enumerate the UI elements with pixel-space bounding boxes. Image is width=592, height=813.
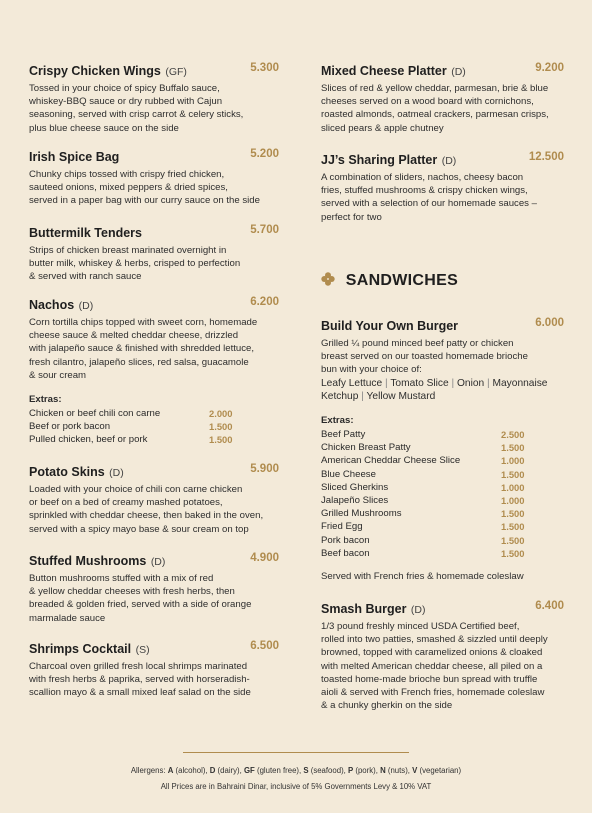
menu-item-smash-burger — [321, 600, 564, 712]
extras-row — [321, 454, 564, 467]
extras-price: 1.500 — [501, 508, 525, 520]
desc-line: perfect for two — [321, 211, 382, 223]
menu-item-build-your-own-burger — [321, 317, 564, 403]
desc-line: 1/3 pound freshly minced USDA Certified beef, — [321, 621, 520, 632]
item-name: Shrimps Cocktail — [29, 642, 132, 656]
extras-title: Extras: — [321, 415, 354, 426]
menu-item-irish-spice-bag — [29, 148, 279, 208]
extras-label: Beef or pork bacon — [29, 421, 111, 433]
item-price: 9.200 — [535, 62, 564, 74]
menu-item-mixed-cheese-platter — [321, 62, 564, 135]
extras-label: Pork bacon — [321, 534, 370, 546]
extras-row — [321, 468, 564, 481]
desc-line: scallion mayo & a small mixed leaf salad on the side — [29, 687, 251, 699]
desc-line: fresh cilantro, jalapeño slices, red salsa, guacamole — [29, 356, 249, 368]
desc-line: plus blue cheese sauce on the side — [29, 122, 179, 134]
desc-line: & a chunky gherkin on the side — [321, 700, 453, 712]
item-price: 12.500 — [528, 151, 564, 163]
item-price: 6.400 — [535, 600, 564, 612]
allergen-code: S — [303, 766, 309, 775]
extras-label: Beef bacon — [321, 547, 370, 559]
extras-label: Sliced Gherkins — [321, 481, 389, 493]
section-heading-sandwiches — [321, 272, 458, 290]
desc-line: Loaded with your choice of chili con carne chicken — [29, 484, 243, 495]
allergen-label: (pork), — [353, 766, 381, 775]
desc-line: Tossed in your choice of spicy Buffalo sauce, — [29, 83, 220, 94]
extras-label: Grilled Mushrooms — [321, 508, 402, 520]
desc-line: A combination of sliders, nachos, cheesy bacon — [321, 172, 524, 183]
item-allergen-code: (D) — [109, 467, 124, 479]
desc-line: whiskey-BBQ sauce or dry rubbed with Cajun — [29, 96, 223, 108]
extras-price: 1.000 — [501, 481, 525, 493]
burger-extras — [321, 415, 564, 560]
burger-options-line: Ketchup | Yellow Mustard — [321, 390, 436, 402]
extras-label: Fried Egg — [321, 521, 363, 533]
menu-item-jjs-sharing-platter — [321, 151, 564, 224]
extras-row — [29, 407, 279, 420]
extras-row — [321, 534, 564, 547]
item-name: Nachos — [29, 298, 75, 312]
extras-list — [321, 428, 564, 560]
item-allergen-code: (D) — [451, 66, 466, 78]
item-name: Mixed Cheese Platter — [321, 64, 447, 78]
extras-row — [321, 494, 564, 507]
item-allergen-code: (D) — [410, 604, 426, 616]
extras-row — [321, 547, 564, 560]
desc-line: served with a selection of our homemade sauces – — [321, 198, 537, 210]
desc-line: cheeses served on a wood board with cornichons, — [321, 96, 534, 108]
extras-label: Chicken Breast Patty — [321, 442, 411, 454]
item-price: 4.900 — [250, 552, 279, 564]
item-description — [29, 244, 279, 284]
item-allergen-code: (D) — [150, 556, 166, 568]
desc-line: Slices of red & yellow cheddar, parmesan, brie & blue — [321, 83, 549, 94]
desc-line: or beef on a bed of creamy mashed potatoes, — [29, 497, 223, 509]
item-name: Irish Spice Bag — [29, 150, 120, 164]
item-name: Build Your Own Burger — [321, 319, 459, 333]
item-allergen-code: (S) — [135, 644, 150, 656]
burger-options-line: Leafy Lettuce | Tomato Slice | Onion | Mayonnaise — [321, 377, 548, 389]
allergen-label: (vegetarian) — [417, 766, 462, 775]
extras-label: American Cheddar Cheese Slice — [321, 455, 461, 467]
desc-line: served with a spicy mayo base & sour cream on top — [29, 523, 249, 535]
allergen-label: (alcohol), — [173, 766, 210, 775]
nachos-extras — [29, 394, 279, 447]
extras-price: 1.000 — [501, 455, 525, 467]
option: Mayonnaise — [492, 377, 548, 389]
allergen-code: N — [380, 766, 386, 775]
menu-item-nachos — [29, 296, 279, 382]
desc-line: marmalade sauce — [29, 612, 106, 624]
desc-line: Charcoal oven grilled fresh local shrimps marinated — [29, 661, 248, 672]
desc-line: breast served on our toasted homemade brioche — [321, 351, 528, 363]
item-name: Potato Skins — [29, 465, 105, 479]
item-price: 5.700 — [250, 224, 279, 236]
extras-row — [321, 520, 564, 533]
item-name: Smash Burger — [321, 602, 407, 616]
desc-line: Strips of chicken breast marinated overnight in — [29, 245, 227, 256]
extras-price: 2.000 — [209, 408, 233, 419]
item-price: 6.000 — [535, 317, 564, 329]
desc-line: sprinkled with cheddar cheese, then baked in the oven, — [29, 510, 264, 522]
extras-label: Blue Cheese — [321, 468, 376, 480]
allergen-label: (gluten free), — [254, 766, 304, 775]
item-allergen-code: (D) — [441, 155, 457, 167]
extras-label: Beef Patty — [321, 429, 366, 440]
desc-line: roasted almonds, oatmeal crackers, parmesan crisps, — [321, 109, 549, 121]
item-price: 5.300 — [250, 62, 279, 74]
desc-line: Chunky chips tossed with crispy fried chicken, — [29, 169, 225, 180]
allergen-label: (seafood), — [308, 766, 348, 775]
extras-price: 1.500 — [209, 434, 233, 446]
extras-price: 1.500 — [501, 521, 525, 533]
allergens-prefix: Allergens: — [130, 766, 168, 775]
desc-line: Grilled ¼ pound minced beef patty or chicken — [321, 338, 514, 349]
desc-line: & served with ranch sauce — [29, 271, 142, 283]
extras-label: Jalapeño Slices — [321, 494, 389, 506]
leaf-icon — [321, 272, 340, 289]
option: Onion — [457, 377, 485, 389]
desc-line: Corn tortilla chips topped with sweet corn, homemade — [29, 317, 258, 328]
extras-row — [29, 420, 279, 433]
menu-item-shrimps-cocktail — [29, 640, 279, 700]
desc-line: toasted home-made brioche bun spread with truffle — [321, 673, 538, 685]
desc-line: with melted American cheddar cheese, all piled on a — [321, 660, 543, 672]
extras-row — [321, 428, 564, 441]
allergen-code: P — [348, 766, 354, 775]
allergen-label: (nuts), — [385, 766, 413, 775]
option: Tomato Slice — [390, 377, 449, 389]
extras-price: 2.500 — [501, 429, 525, 440]
item-description — [321, 620, 564, 712]
desc-line: served in a paper bag with our curry sauce on the side — [29, 195, 260, 207]
desc-line: butter milk, whiskey & herbs, crisped to perfection — [29, 258, 241, 270]
desc-line: browned, topped with caramelized onions & cloaked — [321, 647, 543, 659]
extras-price: 1.500 — [501, 547, 525, 559]
desc-line: seasoning, served with crisp carrot & celery sticks, — [29, 109, 244, 121]
item-allergen-code: (GF) — [165, 66, 187, 78]
item-allergen-code: (D) — [78, 300, 94, 312]
extras-list — [29, 407, 279, 447]
desc-line: sauteed onions, mixed peppers & dried spices, — [29, 182, 228, 194]
item-name: Buttermilk Tenders — [29, 226, 142, 240]
desc-line: breaded & golden fried, served with a side of orange — [29, 599, 252, 611]
item-price: 5.900 — [250, 463, 279, 475]
extras-price: 1.500 — [501, 468, 525, 480]
item-description — [321, 171, 564, 224]
desc-line: bun with your choice of: — [321, 364, 422, 376]
menu-item-crispy-chicken-wings — [29, 62, 279, 135]
item-description — [29, 572, 279, 625]
option: Leafy Lettuce — [321, 377, 383, 389]
allergen-code: D — [209, 766, 216, 775]
section-title: SANDWICHES — [345, 272, 459, 289]
extras-title: Extras: — [29, 394, 62, 405]
desc-line: with fresh herbs & paprika, served with horseradish- — [29, 674, 250, 686]
desc-line: fries, stuffed mushrooms & crispy chicken wings, — [321, 185, 528, 197]
allergens-legend — [0, 766, 592, 775]
item-description — [29, 168, 279, 208]
item-price: 6.200 — [250, 296, 279, 308]
extras-price: 1.000 — [501, 494, 525, 506]
extras-price: 1.500 — [501, 534, 525, 546]
allergen-code: GF — [243, 766, 255, 775]
extras-price: 1.500 — [501, 442, 525, 454]
extras-row — [321, 441, 564, 454]
desc-line: & sour cream — [29, 369, 87, 381]
desc-line: rolled into two patties, smashed & sizzled until deeply — [321, 634, 548, 646]
extras-price: 1.500 — [209, 421, 233, 433]
burger-served-with: Served with French fries & homemade coleslaw — [321, 571, 524, 582]
desc-line: aioli & served with French fries, homemade coleslaw — [321, 687, 545, 699]
item-price: 6.500 — [250, 640, 279, 652]
menu-item-buttermilk-tenders — [29, 224, 279, 284]
prices-note: All Prices are in Bahraini Dinar, inclusive of 5% Governments Levy & 10% VAT — [160, 782, 432, 791]
extras-row — [321, 507, 564, 520]
item-description — [29, 660, 279, 700]
option: Yellow Mustard — [366, 390, 436, 402]
item-price: 5.200 — [250, 148, 279, 160]
allergen-label: (dairy), — [215, 766, 244, 775]
item-description — [29, 82, 279, 135]
desc-line: with jalapeño sauce & finished with shredded lettuce, — [29, 343, 255, 355]
item-description — [321, 82, 564, 135]
item-name: Stuffed Mushrooms — [29, 554, 147, 568]
item-name: JJ’s Sharing Platter — [321, 153, 438, 167]
desc-line: & yellow cheddar cheeses with fresh herbs, then — [29, 586, 235, 598]
desc-line: sliced pears & apple chutney — [321, 122, 444, 134]
item-description — [29, 316, 279, 382]
desc-line: Button mushrooms stuffed with a mix of red — [29, 573, 214, 584]
allergen-code: V — [412, 766, 418, 775]
item-description — [29, 483, 279, 536]
extras-label: Pulled chicken, beef or pork — [29, 434, 148, 446]
option: Ketchup — [321, 390, 359, 402]
menu-item-stuffed-mushrooms — [29, 552, 279, 625]
item-description — [321, 337, 564, 403]
allergen-code: A — [167, 766, 174, 775]
desc-line: cheese sauce & melted cheddar cheese, drizzled — [29, 330, 239, 342]
footer-divider — [183, 752, 409, 753]
extras-row — [321, 481, 564, 494]
item-name: Crispy Chicken Wings — [29, 64, 161, 78]
extras-label: Chicken or beef chili con carne — [29, 408, 161, 419]
menu-item-potato-skins — [29, 463, 279, 536]
extras-row — [29, 433, 279, 446]
